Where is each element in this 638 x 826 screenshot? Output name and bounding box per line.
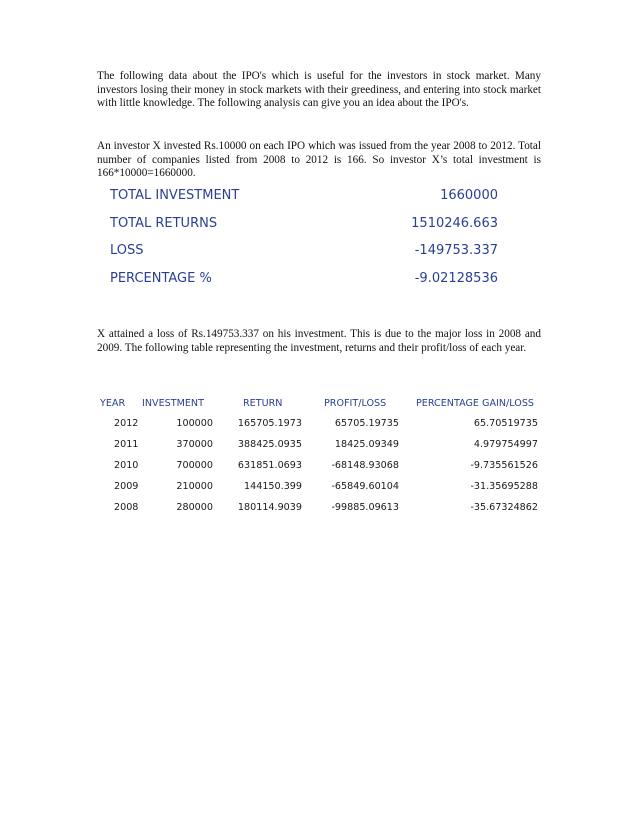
summary-row-total-returns	[110, 216, 498, 244]
summary-value: -149753.337	[414, 243, 498, 258]
summary-row-total-investment	[110, 188, 498, 216]
cell-year: 2011	[114, 439, 139, 450]
summary-row-loss	[110, 243, 498, 271]
cell-profit-loss: -65849.60104	[331, 481, 399, 492]
summary-value: 1510246.663	[411, 215, 498, 231]
cell-profit-loss: -68148.93068	[331, 460, 399, 471]
header-percentage: PERCENTAGE GAIN/LOSS	[416, 398, 534, 409]
cell-percentage: -35.67324862	[470, 502, 538, 513]
table-row	[100, 502, 540, 523]
cell-return: 144150.399	[244, 481, 302, 492]
header-return: RETURN	[243, 398, 283, 409]
summary-label: TOTAL INVESTMENT	[110, 188, 240, 203]
table-row	[100, 418, 540, 439]
summary-label: LOSS	[110, 243, 144, 258]
header-year: YEAR	[100, 398, 126, 409]
header-profit-loss: PROFIT/LOSS	[324, 398, 387, 409]
header-investment: INVESTMENT	[142, 398, 204, 409]
table-row	[100, 439, 540, 460]
yearly-table	[100, 398, 540, 523]
cell-year: 2010	[114, 460, 139, 471]
cell-investment: 210000	[176, 481, 213, 492]
cell-investment: 700000	[176, 460, 213, 471]
investment-paragraph: An investor X invested Rs.10000 on each IPO which was issued from the year 2008 to 2012. Total number of companies listed from 2008 to 2012 is 166. So investor X’s total investment is 166*10000=1660000.	[97, 140, 541, 180]
cell-investment: 100000	[176, 418, 213, 429]
summary-label: TOTAL RETURNS	[110, 215, 218, 231]
cell-year: 2012	[114, 418, 139, 429]
summary-row-percentage	[110, 271, 498, 299]
cell-percentage: -31.35695288	[470, 481, 538, 492]
cell-investment: 370000	[176, 439, 213, 450]
summary-value: 1660000	[440, 188, 498, 203]
intro-paragraph: The following data about the IPO's which is useful for the investors in stock market. Many investors losing their money in stock markets with their greediness, and entering into stock market with little knowledge. The following analysis can give you an idea about the IPO's.	[97, 70, 541, 110]
cell-return: 388425.0935	[237, 439, 302, 450]
cell-return: 631851.0693	[237, 460, 302, 471]
cell-return: 180114.9039	[237, 502, 302, 513]
cell-percentage: 4.979754997	[473, 439, 538, 450]
cell-return: 165705.1973	[237, 418, 302, 429]
cell-year: 2009	[114, 481, 139, 492]
table-row	[100, 460, 540, 481]
cell-percentage: 65.70519735	[473, 418, 538, 429]
cell-percentage: -9.735561526	[470, 460, 538, 471]
summary-block	[110, 188, 498, 298]
cell-profit-loss: -99885.09613	[331, 502, 399, 513]
summary-value: -9.02128536	[414, 270, 498, 286]
table-row	[100, 481, 540, 502]
summary-label: PERCENTAGE %	[110, 270, 212, 286]
table-header	[100, 398, 540, 418]
cell-investment: 280000	[176, 502, 213, 513]
cell-profit-loss: 18425.09349	[334, 439, 399, 450]
conclusion-paragraph: X attained a loss of Rs.149753.337 on his investment. This is due to the major loss in 2008 and 2009. The following table representing the investment, returns and their profit/loss of each year.	[97, 328, 541, 354]
cell-profit-loss: 65705.19735	[334, 418, 399, 429]
cell-year: 2008	[114, 502, 139, 513]
